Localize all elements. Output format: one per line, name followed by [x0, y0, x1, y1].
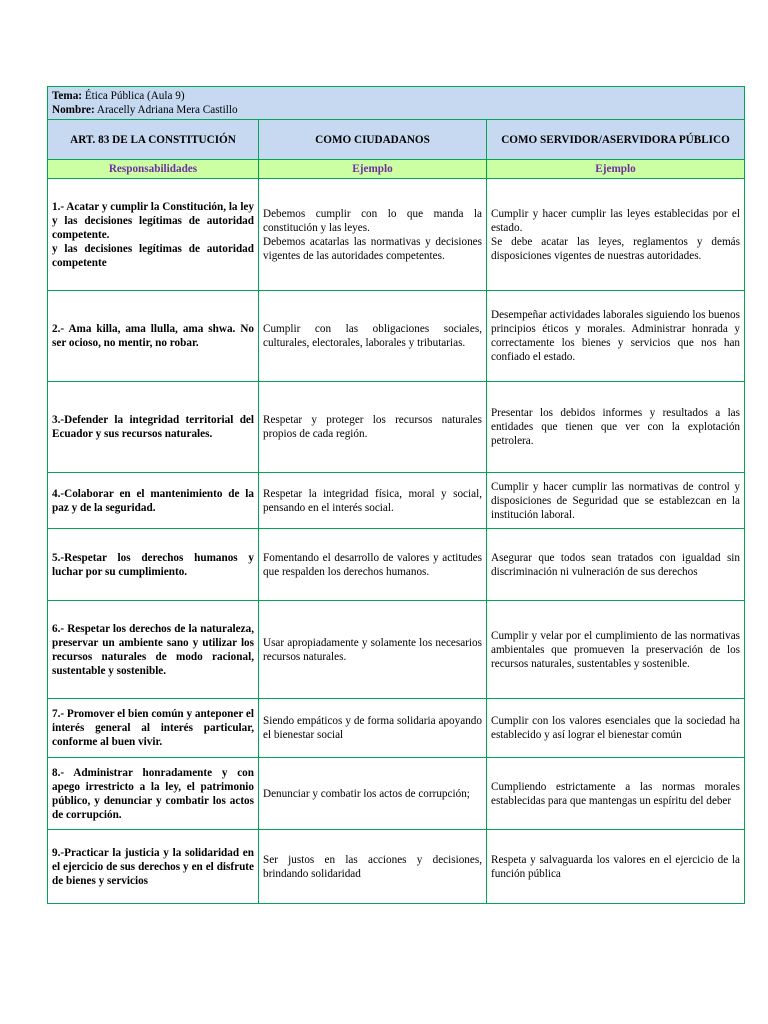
- ciudadanos-cell: Fomentando el desarrollo de valores y actitudes que respalden los derechos humanos.: [259, 529, 487, 601]
- subheader-ejemplo-servidor: Ejemplo: [487, 160, 745, 179]
- subheader-ejemplo-ciudadanos: Ejemplo: [259, 160, 487, 179]
- table-row: [48, 382, 745, 473]
- meta-row: [48, 87, 745, 120]
- nombre-value: Aracelly Adriana Mera Castillo: [96, 104, 238, 116]
- table-row: [48, 529, 745, 601]
- responsabilidad-cell: 9.-Practicar la justicia y la solidaridad en el ejercicio de sus derechos y en el disfrute de bienes y servicios: [48, 830, 259, 904]
- ciudadanos-cell: Siendo empáticos y de forma solidaria apoyando el bienestar social: [259, 699, 487, 758]
- responsabilidad-cell: 6.- Respetar los derechos de la naturaleza, preservar un ambiente sano y utilizar los recursos naturales de modo racional, sustentable y sostenible.: [48, 601, 259, 699]
- column-header-row: [48, 120, 745, 160]
- table-row: [48, 699, 745, 758]
- ciudadanos-cell: Respetar la integridad física, moral y social, pensando en el interés social.: [259, 473, 487, 529]
- responsabilidad-cell: 2.- Ama killa, ama llulla, ama shwa. No ser ocioso, no mentir, no robar.: [48, 291, 259, 382]
- table-row: [48, 473, 745, 529]
- ciudadanos-cell: Denunciar y combatir los actos de corrupción;: [259, 758, 487, 830]
- table-row: [48, 830, 745, 904]
- servidor-cell: Cumplir y velar por el cumplimiento de las normativas ambientales que promueven la preservación de los recursos naturales, sustentables y sostenible.: [487, 601, 745, 699]
- servidor-cell: Cumplir y hacer cumplir las leyes establecidas por el estado. Se debe acatar las leyes, reglamentos y demás disposiciones vigentes de nuestras autoridades.: [487, 179, 745, 291]
- servidor-cell: Cumplir y hacer cumplir las normativas de control y disposiciones de Seguridad que se establezcan en la institución laboral.: [487, 473, 745, 529]
- column-header-servidor: COMO SERVIDOR/ASERVIDORA PÚBLICO: [487, 120, 745, 160]
- tema-label: Tema:: [52, 90, 83, 102]
- responsibilities-table: [47, 86, 745, 904]
- ciudadanos-cell: Debemos cumplir con lo que manda la constitución y las leyes. Debemos acatarlas las normativas y decisiones vigentes de las autoridades competentes.: [259, 179, 487, 291]
- servidor-cell: Cumplir con los valores esenciales que la sociedad ha establecido y así lograr el bienestar común: [487, 699, 745, 758]
- column-header-articulo: ART. 83 DE LA CONSTITUCIÓN: [48, 120, 259, 160]
- responsabilidad-cell: 4.-Colaborar en el mantenimiento de la paz y de la seguridad.: [48, 473, 259, 529]
- ciudadanos-cell: Ser justos en las acciones y decisiones, brindando solidaridad: [259, 830, 487, 904]
- responsabilidad-cell: 7.- Promover el bien común y anteponer el interés general al interés particular, conforme al buen vivir.: [48, 699, 259, 758]
- responsabilidad-cell: 3.-Defender la integridad territorial del Ecuador y sus recursos naturales.: [48, 382, 259, 473]
- table-row: [48, 179, 745, 291]
- document-meta: [48, 87, 745, 120]
- servidor-cell: Presentar los debidos informes y resultados a las entidades que tienen que ver con la explotación petrolera.: [487, 382, 745, 473]
- table-row: [48, 601, 745, 699]
- table-row: [48, 291, 745, 382]
- nombre-line: [52, 103, 740, 117]
- responsabilidad-cell: 5.-Respetar los derechos humanos y luchar por su cumplimiento.: [48, 529, 259, 601]
- tema-value: Ética Pública (Aula 9): [84, 90, 185, 102]
- nombre-label: Nombre:: [52, 104, 95, 116]
- column-header-ciudadanos: COMO CIUDADANOS: [259, 120, 487, 160]
- table-row: [48, 758, 745, 830]
- subheader-row: [48, 160, 745, 179]
- subheader-responsabilidades: Responsabilidades: [48, 160, 259, 179]
- tema-line: [52, 89, 740, 103]
- responsabilidad-cell: 1.- Acatar y cumplir la Constitución, la ley y las decisiones legítimas de autoridad competente. y las decisiones legítimas de autoridad competente: [48, 179, 259, 291]
- responsabilidad-cell: 8.- Administrar honradamente y con apego irrestricto a la ley, el patrimonio público, y denunciar y combatir los actos de corrupción.: [48, 758, 259, 830]
- ciudadanos-cell: Cumplir con las obligaciones sociales, culturales, electorales, laborales y tributarias.: [259, 291, 487, 382]
- servidor-cell: Respeta y salvaguarda los valores en el ejercicio de la función pública: [487, 830, 745, 904]
- servidor-cell: Cumpliendo estrictamente a las normas morales establecidas para que mantengas un espíritu del deber: [487, 758, 745, 830]
- ciudadanos-cell: Respetar y proteger los recursos naturales propios de cada región.: [259, 382, 487, 473]
- servidor-cell: Asegurar que todos sean tratados con igualdad sin discriminación ni vulneración de sus derechos: [487, 529, 745, 601]
- ciudadanos-cell: Usar apropiadamente y solamente los necesarios recursos naturales.: [259, 601, 487, 699]
- servidor-cell: Desempeñar actividades laborales siguiendo los buenos principios éticos y morales. Administrar honrada y correctamente los bienes y servicios que nos han confiado el estado.: [487, 291, 745, 382]
